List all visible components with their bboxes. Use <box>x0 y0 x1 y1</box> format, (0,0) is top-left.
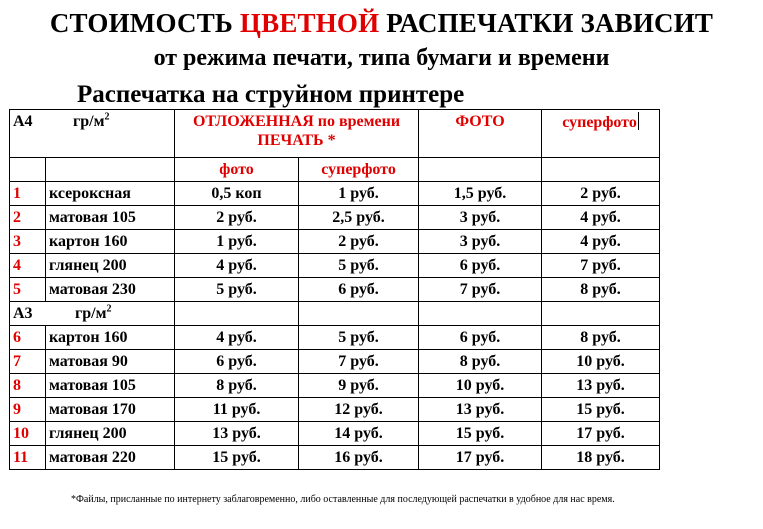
unit-label <box>75 305 112 322</box>
a3-section-row <box>10 302 660 326</box>
price-delayed-superphoto: 6 руб. <box>299 278 419 302</box>
unit-label <box>73 113 110 130</box>
price-superphoto: 7 руб. <box>542 254 660 278</box>
row-number: 1 <box>10 182 46 206</box>
price-superphoto: 17 руб. <box>542 422 660 446</box>
unit-exponent: 2 <box>106 303 112 315</box>
price-delayed-superphoto: 2,5 руб. <box>299 206 419 230</box>
title-part1: СТОИМОСТЬ <box>49 8 240 38</box>
unit-base: гр/м <box>73 113 105 130</box>
price-delayed-superphoto: 2 руб. <box>299 230 419 254</box>
table-row <box>10 254 660 278</box>
page-title <box>0 8 763 39</box>
photo-header: ФОТО <box>419 110 542 158</box>
table-row <box>10 230 660 254</box>
footnote: *Файлы, присланные по интернету заблаговременно, либо оставленные для последующей распечатки в удобное для нас время. <box>71 494 615 505</box>
price-delayed-superphoto: 1 руб. <box>299 182 419 206</box>
empty-cell <box>175 302 299 326</box>
row-number: 5 <box>10 278 46 302</box>
table-subheader-row <box>10 158 660 182</box>
price-superphoto: 2 руб. <box>542 182 660 206</box>
table-row <box>10 278 660 302</box>
price-delayed-photo: 11 руб. <box>175 398 299 422</box>
price-delayed-superphoto: 5 руб. <box>299 326 419 350</box>
price-delayed-photo: 0,5 коп <box>175 182 299 206</box>
format-a4-label: А4 <box>13 113 33 130</box>
price-superphoto: 15 руб. <box>542 398 660 422</box>
row-number: 7 <box>10 350 46 374</box>
row-number: 2 <box>10 206 46 230</box>
paper-type: матовая 90 <box>46 350 175 374</box>
title-part2: РАСПЕЧАТКИ ЗАВИСИТ <box>379 8 714 38</box>
table-row <box>10 446 660 470</box>
price-delayed-photo: 4 руб. <box>175 326 299 350</box>
paper-type: матовая 230 <box>46 278 175 302</box>
table-row <box>10 182 660 206</box>
price-photo: 13 руб. <box>419 398 542 422</box>
price-superphoto: 18 руб. <box>542 446 660 470</box>
price-delayed-photo: 5 руб. <box>175 278 299 302</box>
title-highlight: ЦВЕТНОЙ <box>239 8 380 38</box>
empty-cell <box>299 302 419 326</box>
price-table <box>9 109 660 470</box>
row-number: 9 <box>10 398 46 422</box>
row-number: 8 <box>10 374 46 398</box>
sub-photo-header: фото <box>175 158 299 182</box>
price-photo: 6 руб. <box>419 254 542 278</box>
paper-type: картон 160 <box>46 326 175 350</box>
price-superphoto: 8 руб. <box>542 326 660 350</box>
price-photo: 3 руб. <box>419 230 542 254</box>
price-photo: 8 руб. <box>419 350 542 374</box>
price-delayed-photo: 13 руб. <box>175 422 299 446</box>
empty-cell <box>419 158 542 182</box>
price-delayed-photo: 4 руб. <box>175 254 299 278</box>
price-delayed-superphoto: 16 руб. <box>299 446 419 470</box>
price-delayed-superphoto: 9 руб. <box>299 374 419 398</box>
empty-cell <box>542 158 660 182</box>
price-delayed-photo: 1 руб. <box>175 230 299 254</box>
superphoto-header <box>542 110 660 158</box>
row-number: 11 <box>10 446 46 470</box>
paper-type: матовая 170 <box>46 398 175 422</box>
price-photo: 6 руб. <box>419 326 542 350</box>
empty-cell <box>10 158 46 182</box>
paper-type: матовая 105 <box>46 206 175 230</box>
row-number: 10 <box>10 422 46 446</box>
table-row <box>10 374 660 398</box>
row-number: 4 <box>10 254 46 278</box>
price-photo: 3 руб. <box>419 206 542 230</box>
sub-superphoto-header: суперфото <box>299 158 419 182</box>
price-delayed-superphoto: 7 руб. <box>299 350 419 374</box>
empty-cell <box>542 302 660 326</box>
text-cursor <box>638 112 639 130</box>
table-row <box>10 206 660 230</box>
price-delayed-superphoto: 14 руб. <box>299 422 419 446</box>
price-superphoto: 4 руб. <box>542 206 660 230</box>
price-delayed-superphoto: 5 руб. <box>299 254 419 278</box>
price-delayed-photo: 2 руб. <box>175 206 299 230</box>
format-a3-cell <box>10 302 175 326</box>
price-delayed-photo: 6 руб. <box>175 350 299 374</box>
paper-type: матовая 220 <box>46 446 175 470</box>
format-a4-cell <box>10 110 175 158</box>
table-row <box>10 422 660 446</box>
price-photo: 7 руб. <box>419 278 542 302</box>
table-row <box>10 350 660 374</box>
price-photo: 15 руб. <box>419 422 542 446</box>
unit-exponent: 2 <box>104 111 110 123</box>
page-subtitle: от режима печати, типа бумаги и времени <box>153 45 610 71</box>
superphoto-header-label: суперфото <box>562 114 637 131</box>
price-superphoto: 10 руб. <box>542 350 660 374</box>
empty-cell <box>46 158 175 182</box>
price-superphoto: 8 руб. <box>542 278 660 302</box>
paper-type: глянец 200 <box>46 254 175 278</box>
paper-type: матовая 105 <box>46 374 175 398</box>
price-superphoto: 4 руб. <box>542 230 660 254</box>
price-delayed-photo: 15 руб. <box>175 446 299 470</box>
price-photo: 1,5 руб. <box>419 182 542 206</box>
unit-base: гр/м <box>75 304 107 322</box>
empty-cell <box>419 302 542 326</box>
delayed-print-header: ОТЛОЖЕННАЯ по времени ПЕЧАТЬ * <box>175 110 419 158</box>
table-header-row <box>10 110 660 158</box>
price-superphoto: 13 руб. <box>542 374 660 398</box>
format-a3-label: А3 <box>13 304 33 322</box>
table-row <box>10 326 660 350</box>
price-photo: 17 руб. <box>419 446 542 470</box>
price-photo: 10 руб. <box>419 374 542 398</box>
paper-type: ксероксная <box>46 182 175 206</box>
paper-type: глянец 200 <box>46 422 175 446</box>
price-delayed-photo: 8 руб. <box>175 374 299 398</box>
section-heading: Распечатка на струйном принтере <box>77 81 465 108</box>
price-delayed-superphoto: 12 руб. <box>299 398 419 422</box>
row-number: 3 <box>10 230 46 254</box>
row-number: 6 <box>10 326 46 350</box>
paper-type: картон 160 <box>46 230 175 254</box>
table-row <box>10 398 660 422</box>
